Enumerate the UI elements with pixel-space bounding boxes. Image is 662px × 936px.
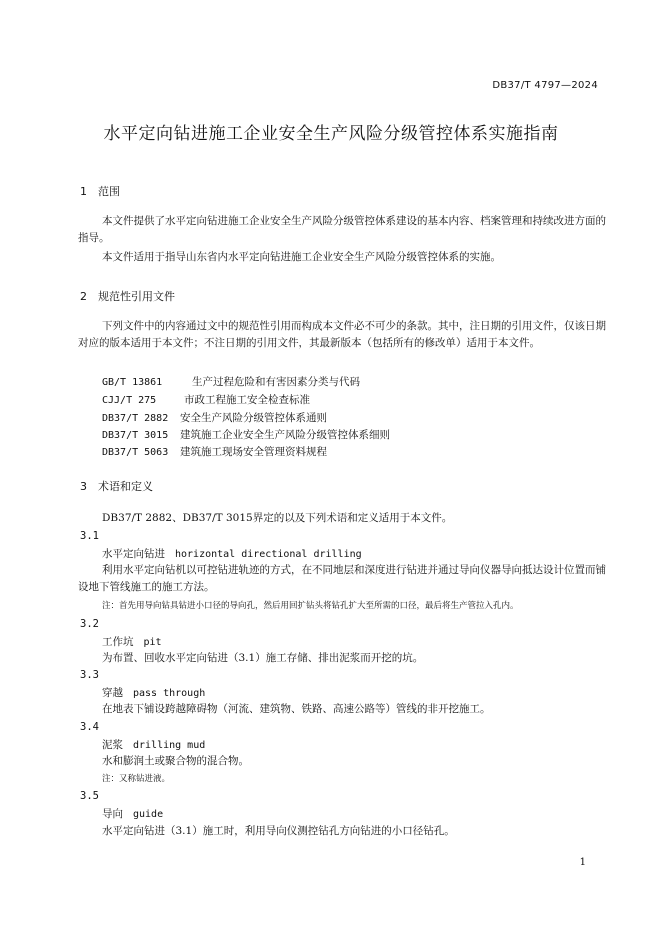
- reference-title: 市政工程施工安全检查标准: [184, 394, 310, 406]
- term-definition: 为布置、回收水平定向钻进（3.1）施工存储、排出泥浆而开挖的坑。: [102, 652, 424, 664]
- term-english: pit: [143, 637, 162, 648]
- reference-title: 建筑施工现场安全管理资料规程: [180, 446, 327, 458]
- section-number: 2: [80, 290, 87, 303]
- reference-item: [102, 374, 360, 389]
- reference-title: 建筑施工企业安全生产风险分级管控体系细则: [180, 429, 390, 441]
- term-number: 3.1: [80, 530, 99, 542]
- section-heading-scope: [80, 183, 120, 199]
- term-english: guide: [133, 809, 164, 820]
- term-chinese: 穿越: [102, 687, 123, 699]
- terms-intro-paragraph: DB37/T 2882、DB37/T 3015界定的以及下列术语和定义适用于本文件。: [102, 512, 453, 524]
- normative-intro-paragraph: 下列文件中的内容通过文中的规范性引用而构成本文件必不可少的条款。其中，注日期的引用文件，仅该日期对应的版本适用于本文件；不注日期的引用文件，其最新版本（包括所有的修改单）适用于本文件。: [78, 320, 606, 349]
- reference-code: DB37/T 5063: [102, 447, 169, 458]
- term-definition: 在地表下铺设跨越障碍物（河流、建筑物、铁路、高速公路等）管线的非开挖施工。: [102, 703, 491, 715]
- term-english: drilling mud: [133, 740, 206, 751]
- term-heading: [102, 806, 163, 821]
- section-title: 范围: [98, 185, 120, 198]
- section-number: 3: [80, 480, 87, 493]
- reference-code: CJJ/T 275: [102, 395, 157, 406]
- section-title: 规范性引用文件: [98, 290, 175, 303]
- scope-paragraph-1: 本文件提供了水平定向钻进施工企业安全生产风险分级管控体系建设的基本内容、档案管理和持续改进方面的指导。: [78, 215, 606, 244]
- section-number: 1: [80, 185, 87, 198]
- section-heading-terms-definitions: [80, 478, 153, 494]
- term-english: pass through: [133, 688, 206, 699]
- term-note: 注：首先用导向钻具钻进小口径的导向孔，然后用回扩钻头将钻孔扩大至所需的口径，最后将生产管拉入孔内。: [102, 601, 519, 611]
- term-chinese: 工作坑: [102, 636, 134, 648]
- term-definition: 水和膨润土或聚合物的混合物。: [102, 755, 249, 767]
- reference-title: 生产过程危险和有害因素分类与代码: [192, 376, 360, 388]
- term-chinese: 水平定向钻进: [102, 548, 165, 560]
- reference-item: [102, 427, 390, 442]
- section-title: 术语和定义: [98, 480, 153, 493]
- term-heading: [102, 546, 362, 561]
- term-heading: [102, 634, 162, 649]
- reference-item: [102, 444, 327, 459]
- section-heading-normative-references: [80, 288, 175, 304]
- page-number: 1: [579, 857, 586, 868]
- reference-code: GB/T 13861: [102, 377, 163, 388]
- term-note: 注：又称钻进液。: [102, 774, 171, 784]
- term-chinese: 泥浆: [102, 739, 123, 751]
- scope-paragraph-2: 本文件适用于指导山东省内水平定向钻进施工企业安全生产风险分级管控体系的实施。: [102, 251, 501, 263]
- term-number: 3.3: [80, 669, 99, 681]
- term-english: horizontal directional drilling: [175, 549, 362, 560]
- term-heading: [102, 737, 205, 752]
- term-number: 3.2: [80, 618, 99, 630]
- term-heading: [102, 685, 205, 700]
- document-code: DB37/T 4797—2024: [492, 80, 598, 91]
- term-definition: 水平定向钻进（3.1）施工时，利用导向仪测控钻孔方向钻进的小口径钻孔。: [102, 825, 455, 837]
- term-number: 3.5: [80, 790, 99, 802]
- term-chinese: 导向: [102, 808, 123, 820]
- page-title: 水平定向钻进施工企业安全生产风险分级管控体系实施指南: [103, 124, 559, 144]
- reference-item: [102, 392, 310, 407]
- term-definition: 利用水平定向钻机以可控钻进轨迹的方式，在不同地层和深度进行钻进并通过导向仪器导向抵达设计位置而铺设地下管线施工的施工方法。: [78, 564, 606, 593]
- reference-title: 安全生产风险分级管控体系通则: [180, 412, 327, 424]
- reference-code: DB37/T 3015: [102, 430, 169, 441]
- reference-item: [102, 410, 327, 425]
- reference-code: DB37/T 2882: [102, 413, 169, 424]
- term-number: 3.4: [80, 721, 99, 733]
